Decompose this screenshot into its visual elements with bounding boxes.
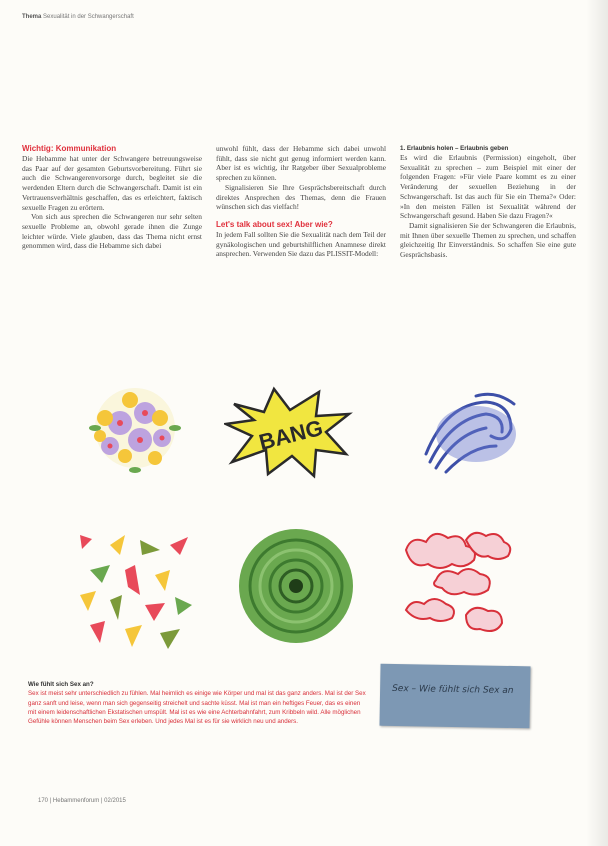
- bang-text: BANG: [256, 414, 326, 455]
- card-photo: [379, 664, 530, 729]
- header-section: Thema: [22, 14, 42, 20]
- shards-illustration: [70, 525, 200, 655]
- flower-cluster: [89, 388, 181, 473]
- page-edge-shadow: [586, 0, 608, 846]
- column2-paragraph-3: In jedem Fall sollten Sie die Sexualität nach dem Teil der gynäkologischen und geburtshilflichen Anamnese direkt ansprechen. Verwenden Sie dazu das PLISSIT-Modell:: [216, 229, 386, 259]
- column1-paragraph-1: Die Hebamme hat unter der Schwangere betreuungsweise das Paar auf der gesamten Geburtsvorbereitung. Führt sie auch die Schwangerenvorsorge durch, begleitet sie die werdenden Eltern durch die Schwangerschaft. Damit ist ein Vertrauensverhältnis geschaffen, das es erleichtert, faktisch sexuelle Fragen zu erörtern.: [22, 154, 202, 212]
- header-title: Sexualität in der Schwangerschaft: [43, 14, 134, 20]
- column1-paragraph-2: Von sich aus sprechen die Schwangeren nur sehr selten sexuelle Probleme an, obwohl gerade ihnen die Zunge leichter würde. Viele glauben, dass das Thema nicht ernst genommen wird, dass die Hebamme sich dabei: [22, 212, 202, 251]
- column2-paragraph-1: unwohl fühlt, dass der Hebamme sich dabei unwohl fühlt, dass sie nicht gut genug informiert werden kann. Aber ist es wichtig, ihr Ratgeber über Sexualprobleme sprechen zu können.: [216, 144, 386, 183]
- column-3: [400, 144, 576, 260]
- shard-pieces: [80, 535, 192, 649]
- heading-kommunikation: Wichtig: Kommunikation: [22, 144, 117, 153]
- running-header: [22, 14, 134, 20]
- caption-answer: Sex ist meist sehr unterschiedlich zu fühlen. Mal heimlich es einige wie Körper und mal ist das ganz anders. Mal ist der Sex ganz sanft und leise, wenn man sich gegenseitig streichelt und sachte küsst. Mal ist man ein heftiges Feuer, das es einen mit einem leidenschaftlichen Ekstatischen umspült. Mal ist es wie eine Achterbahnfahrt, zum Kribbeln wild. Alle möglichen Gefühle können Menschen beim Sex erleben. Und jedes Mal ist es für sie wirklich neu und anders.: [28, 690, 366, 726]
- bang-illustration: [224, 384, 354, 480]
- column3-paragraph-1: Es wird die Erlaubnis (Permission) eingeholt, über Sexualität zu sprechen – zum Beispiel mit einer der folgenden Fragen: »Für viele Paare kommt es zu einer Veränderung der sexuellen Beziehung in der Schwangerschaft. Ist das auch für Sie ein Thema?« Oder: »In den meisten Fällen ist Sexualität während der Schwangerschaft gesund. Haben Sie dazu Fragen?«: [400, 153, 576, 221]
- heading-erlaubnis: 1. Erlaubnis holen – Erlaubnis geben: [400, 145, 509, 152]
- wave-illustration: [416, 384, 526, 479]
- spiral-illustration: [236, 526, 356, 646]
- column-1: [22, 144, 202, 251]
- flowers-illustration: [80, 378, 190, 478]
- heading-lets-talk: Let's talk about sex! Aber wie?: [216, 219, 333, 229]
- column2-paragraph-2: Signalisieren Sie Ihre Gesprächsbereitschaft durch direktes Ansprechen des Themas, denn die Frauen wünschen sich das vielfach!: [216, 182, 386, 212]
- page-footer: 170 | Hebammenforum | 02/2015: [38, 798, 126, 804]
- cloud-shapes: [406, 533, 510, 631]
- caption-block: [28, 680, 366, 726]
- column3-paragraph-2: Damit signalisieren Sie der Schwangeren die Erlaubnis, mit Ihnen über sexuelle Themen zu sprechen, und schaffen gleichzeitig Ihr Einverständnis. So schaffen Sie eine gute Gesprächsbasis.: [400, 220, 576, 260]
- card-handwriting: Sex – Wie fühlt sich Sex an: [392, 683, 514, 697]
- caption-question: Wie fühlt sich Sex an?: [28, 681, 94, 688]
- column-2: [216, 144, 386, 259]
- clouds-illustration: [396, 520, 526, 650]
